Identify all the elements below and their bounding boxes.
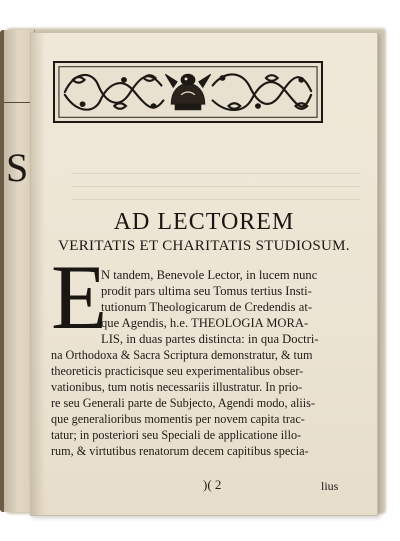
text-line: re seu Generali parte de Subjecto, Agendi modo, aliis- bbox=[51, 396, 315, 410]
text-line: rum, & virtutibus renatorum decem capitibus specia- bbox=[51, 444, 309, 458]
left-page-letter: S bbox=[6, 145, 29, 190]
catchword: lius bbox=[321, 479, 339, 493]
ornament-image bbox=[55, 63, 321, 121]
book-page bbox=[30, 32, 378, 516]
drop-cap: E bbox=[51, 246, 108, 348]
heading-subtitle: VERITATIS ET CHARITATIS STUDIOSUM. bbox=[58, 238, 350, 254]
text-line: N tandem, Benevole Lector, in lucem nunc bbox=[101, 268, 318, 282]
heading-title: AD LECTOREM bbox=[113, 209, 295, 235]
ornamental-headpiece bbox=[53, 61, 323, 123]
text-line: tutionum Theologicarum de Credendis at- bbox=[101, 300, 313, 314]
text-line: vationibus, tum notis necessariis illustratur. In prio- bbox=[51, 380, 303, 394]
show-through-text bbox=[71, 173, 361, 209]
text-line: prodit pars ultima seu Tomus tertius Insti- bbox=[101, 284, 312, 298]
text-line: LIS, in duas partes distincta: in qua Doctri- bbox=[101, 332, 319, 346]
text-line: na Orthodoxa & Sacra Scriptura demonstratur, & tum bbox=[51, 348, 313, 362]
text-line: tatur; in posteriori seu Speciali de applicatione illo- bbox=[51, 428, 302, 442]
text-line: theoreticis practicisque seu experimentalibus obser- bbox=[51, 364, 304, 378]
text-line: que Agendis, h.e. THEOLOGIA MORA- bbox=[101, 316, 309, 330]
signature-mark: )( 2 bbox=[203, 477, 222, 492]
text-line: que generalioribus momentis per novem capita trac- bbox=[51, 412, 305, 426]
